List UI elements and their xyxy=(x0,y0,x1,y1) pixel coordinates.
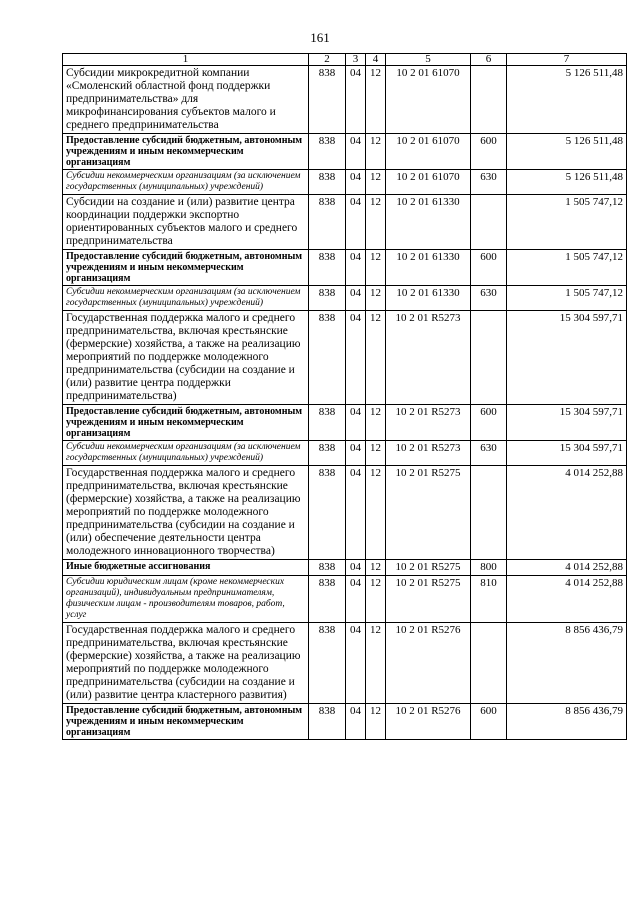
row-name-cell: Предоставление субсидий бюджетным, автономным учреждениям и иным некоммерческим организациям xyxy=(63,250,309,286)
target-article-cell: 10 2 01 61070 xyxy=(386,66,471,134)
expense-type-cell: 630 xyxy=(471,441,507,466)
code-section-cell: 04 xyxy=(346,623,366,704)
target-article-cell: 10 2 01 R5273 xyxy=(386,311,471,405)
amount-cell: 15 304 597,71 xyxy=(507,441,627,466)
code-admin-cell: 838 xyxy=(309,560,346,576)
code-admin-cell: 838 xyxy=(309,195,346,250)
header-cell: 1 xyxy=(63,54,309,66)
target-article-cell: 10 2 01 61070 xyxy=(386,170,471,195)
target-article-cell: 10 2 01 61330 xyxy=(386,195,471,250)
target-article-cell: 10 2 01 R5273 xyxy=(386,441,471,466)
target-article-cell: 10 2 01 61330 xyxy=(386,286,471,311)
expense-type-cell: 810 xyxy=(471,576,507,623)
budget-table xyxy=(62,53,627,740)
code-subsection-cell: 12 xyxy=(366,466,386,560)
code-section-cell: 04 xyxy=(346,704,366,740)
table-header-row xyxy=(63,54,627,66)
table-row xyxy=(63,576,627,623)
code-subsection-cell: 12 xyxy=(366,560,386,576)
code-section-cell: 04 xyxy=(346,441,366,466)
header-cell: 3 xyxy=(346,54,366,66)
code-section-cell: 04 xyxy=(346,250,366,286)
code-subsection-cell: 12 xyxy=(366,405,386,441)
table-row xyxy=(63,466,627,560)
expense-type-cell xyxy=(471,466,507,560)
target-article-cell: 10 2 01 61070 xyxy=(386,134,471,170)
amount-cell: 8 856 436,79 xyxy=(507,623,627,704)
target-article-cell: 10 2 01 R5276 xyxy=(386,623,471,704)
code-admin-cell: 838 xyxy=(309,623,346,704)
row-name-cell: Государственная поддержка малого и среднего предпринимательства, включая крестьянские (фермерские) хозяйства, а также на реализацию мероприятий по поддержке молодежного предпринимательства (субсидии на создание и (или) развитие центра поддержки предпринимательства) xyxy=(63,311,309,405)
target-article-cell: 10 2 01 61330 xyxy=(386,250,471,286)
row-name-cell: Иные бюджетные ассигнования xyxy=(63,560,309,576)
code-subsection-cell: 12 xyxy=(366,134,386,170)
expense-type-cell xyxy=(471,311,507,405)
code-admin-cell: 838 xyxy=(309,250,346,286)
amount-cell: 1 505 747,12 xyxy=(507,250,627,286)
amount-cell: 4 014 252,88 xyxy=(507,466,627,560)
code-section-cell: 04 xyxy=(346,286,366,311)
code-section-cell: 04 xyxy=(346,195,366,250)
row-name-cell: Предоставление субсидий бюджетным, автономным учреждениям и иным некоммерческим организациям xyxy=(63,134,309,170)
header-cell: 4 xyxy=(366,54,386,66)
row-name-cell: Субсидии некоммерческим организациям (за исключением государственных (муниципальных) учреждений) xyxy=(63,441,309,466)
amount-cell: 8 856 436,79 xyxy=(507,704,627,740)
header-cell: 2 xyxy=(309,54,346,66)
row-name-cell: Государственная поддержка малого и среднего предпринимательства, включая крестьянские (фермерские) хозяйства, а также на реализацию мероприятий по поддержке молодежного предпринимательства (субсидии на создание и (или) развитие центра кластерного развития) xyxy=(63,623,309,704)
header-cell: 6 xyxy=(471,54,507,66)
row-name-cell: Субсидии микрокредитной компании «Смоленский областной фонд поддержки предпринимательства» для микрофинансирования субъектов малого и среднего предпринимательства xyxy=(63,66,309,134)
code-admin-cell: 838 xyxy=(309,466,346,560)
row-name-cell: Предоставление субсидий бюджетным, автономным учреждениям и иным некоммерческим организациям xyxy=(63,704,309,740)
code-subsection-cell: 12 xyxy=(366,66,386,134)
table-row xyxy=(63,560,627,576)
expense-type-cell xyxy=(471,195,507,250)
expense-type-cell xyxy=(471,623,507,704)
target-article-cell: 10 2 01 R5275 xyxy=(386,466,471,560)
code-admin-cell: 838 xyxy=(309,576,346,623)
code-admin-cell: 838 xyxy=(309,134,346,170)
code-subsection-cell: 12 xyxy=(366,704,386,740)
code-admin-cell: 838 xyxy=(309,441,346,466)
code-section-cell: 04 xyxy=(346,311,366,405)
table-row xyxy=(63,66,627,134)
row-name-cell: Субсидии некоммерческим организациям (за исключением государственных (муниципальных) учреждений) xyxy=(63,286,309,311)
code-subsection-cell: 12 xyxy=(366,576,386,623)
code-admin-cell: 838 xyxy=(309,286,346,311)
expense-type-cell: 630 xyxy=(471,170,507,195)
target-article-cell: 10 2 01 R5276 xyxy=(386,704,471,740)
code-admin-cell: 838 xyxy=(309,66,346,134)
amount-cell: 4 014 252,88 xyxy=(507,560,627,576)
amount-cell: 15 304 597,71 xyxy=(507,405,627,441)
table-row xyxy=(63,170,627,195)
table-row xyxy=(63,250,627,286)
table-row xyxy=(63,405,627,441)
code-subsection-cell: 12 xyxy=(366,250,386,286)
row-name-cell: Субсидии на создание и (или) развитие центра координации поддержки экспортно ориентированных субъектов малого и среднего предпринимательства xyxy=(63,195,309,250)
amount-cell: 15 304 597,71 xyxy=(507,311,627,405)
code-section-cell: 04 xyxy=(346,405,366,441)
code-section-cell: 04 xyxy=(346,134,366,170)
expense-type-cell: 800 xyxy=(471,560,507,576)
table-row xyxy=(63,623,627,704)
code-section-cell: 04 xyxy=(346,170,366,195)
expense-type-cell: 600 xyxy=(471,134,507,170)
row-name-cell: Государственная поддержка малого и среднего предпринимательства, включая крестьянские (фермерские) хозяйства, а также на реализацию мероприятий по поддержке молодежного предпринимательства (субсидии на создание и (или) обеспечение деятельности центра молодежного инновационного творчества) xyxy=(63,466,309,560)
amount-cell: 4 014 252,88 xyxy=(507,576,627,623)
code-subsection-cell: 12 xyxy=(366,170,386,195)
code-section-cell: 04 xyxy=(346,576,366,623)
table-row xyxy=(63,441,627,466)
code-admin-cell: 838 xyxy=(309,405,346,441)
header-cell: 5 xyxy=(386,54,471,66)
amount-cell: 5 126 511,48 xyxy=(507,134,627,170)
expense-type-cell xyxy=(471,66,507,134)
expense-type-cell: 600 xyxy=(471,405,507,441)
amount-cell: 1 505 747,12 xyxy=(507,195,627,250)
amount-cell: 5 126 511,48 xyxy=(507,66,627,134)
target-article-cell: 10 2 01 R5273 xyxy=(386,405,471,441)
table-row xyxy=(63,311,627,405)
code-subsection-cell: 12 xyxy=(366,441,386,466)
table-row xyxy=(63,195,627,250)
code-subsection-cell: 12 xyxy=(366,311,386,405)
code-subsection-cell: 12 xyxy=(366,195,386,250)
header-cell: 7 xyxy=(507,54,627,66)
amount-cell: 1 505 747,12 xyxy=(507,286,627,311)
expense-type-cell: 600 xyxy=(471,250,507,286)
row-name-cell: Субсидии некоммерческим организациям (за исключением государственных (муниципальных) учреждений) xyxy=(63,170,309,195)
row-name-cell: Субсидии юридическим лицам (кроме некоммерческих организаций), индивидуальным предпринимателям, физическим лицам - производителям товаров, работ, услуг xyxy=(63,576,309,623)
target-article-cell: 10 2 01 R5275 xyxy=(386,560,471,576)
page-number: 161 xyxy=(310,30,330,45)
target-article-cell: 10 2 01 R5275 xyxy=(386,576,471,623)
code-subsection-cell: 12 xyxy=(366,286,386,311)
expense-type-cell: 630 xyxy=(471,286,507,311)
code-admin-cell: 838 xyxy=(309,704,346,740)
expense-type-cell: 600 xyxy=(471,704,507,740)
row-name-cell: Предоставление субсидий бюджетным, автономным учреждениям и иным некоммерческим организациям xyxy=(63,405,309,441)
table-row xyxy=(63,134,627,170)
amount-cell: 5 126 511,48 xyxy=(507,170,627,195)
code-section-cell: 04 xyxy=(346,66,366,134)
table-row xyxy=(63,704,627,740)
code-section-cell: 04 xyxy=(346,466,366,560)
code-section-cell: 04 xyxy=(346,560,366,576)
code-admin-cell: 838 xyxy=(309,170,346,195)
table-row xyxy=(63,286,627,311)
code-subsection-cell: 12 xyxy=(366,623,386,704)
code-admin-cell: 838 xyxy=(309,311,346,405)
